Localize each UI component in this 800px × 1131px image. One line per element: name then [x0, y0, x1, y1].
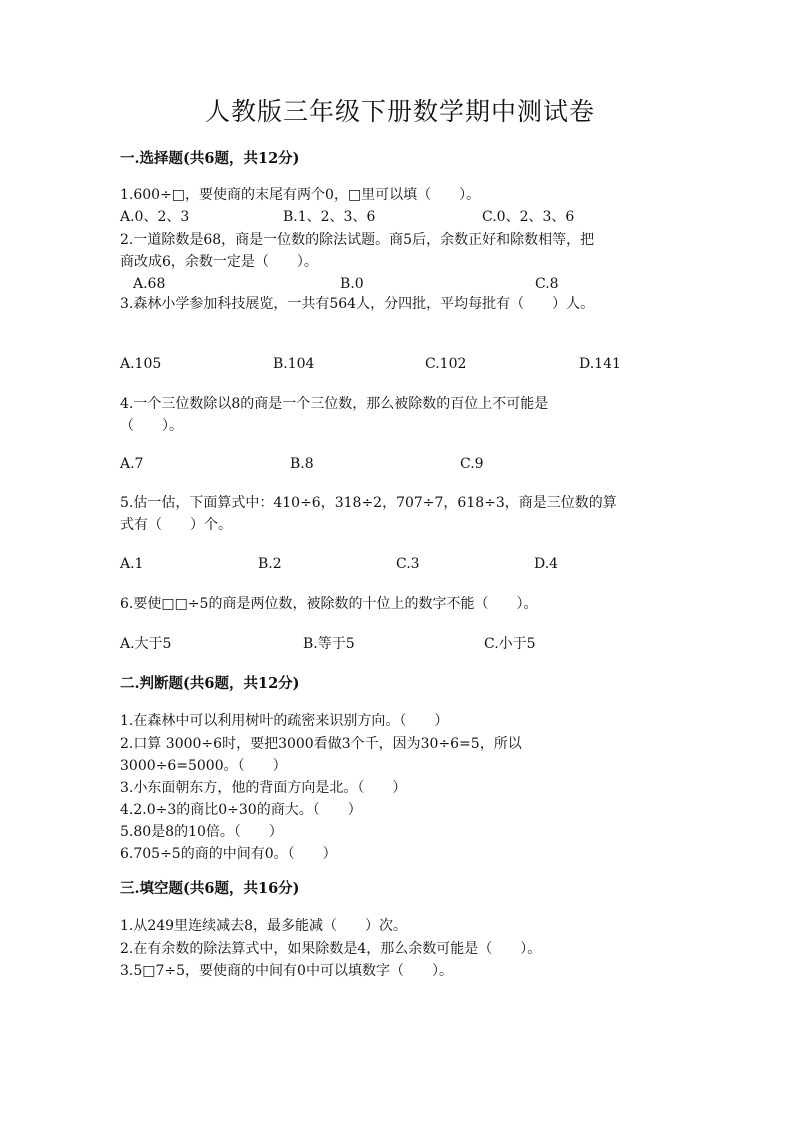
option-b: B.0 — [340, 276, 364, 292]
option-a: A.0、2、3 — [120, 209, 190, 225]
option-b: B.1、2、3、6 — [283, 209, 376, 225]
option-b: B.等于5 — [303, 636, 355, 652]
question-text: 5.估一估，下面算式中：410÷6，318÷2，707÷7，618÷3，商是三位数的算 — [120, 495, 617, 511]
section-heading-judgement: 二.判断题(共6题，共12分) — [120, 675, 300, 692]
option-d: D.4 — [534, 556, 559, 572]
judgement-item: 5.80是8的10倍。（ ） — [120, 824, 283, 840]
option-b: B.2 — [258, 556, 282, 572]
fill-in-item: 1.从249里连续减去8，最多能减（ ）次。 — [120, 918, 407, 934]
option-c: C.小于5 — [484, 636, 536, 652]
section-heading-fill-in: 三.填空题(共6题，共16分) — [120, 880, 300, 897]
option-c: C.9 — [460, 456, 484, 472]
judgement-item: 2.口算 3000÷6时，要把3000看做3个千，因为30÷6=5，所以 — [120, 736, 522, 752]
question-text-cont: （ ）。 — [120, 418, 183, 434]
option-c: C.3 — [396, 556, 420, 572]
judgement-item: 6.705÷5的商的中间有0。（ ） — [120, 846, 337, 862]
section-heading-choice: 一.选择题(共6题，共12分) — [120, 150, 300, 167]
option-b: B.8 — [290, 456, 314, 472]
question-text: 6.要使□□÷5的商是两位数，被除数的十位上的数字不能（ ）。 — [120, 596, 538, 612]
option-a: A.68 — [133, 276, 166, 292]
fill-in-item: 2.在有余数的除法算式中，如果除数是4，那么余数可能是（ ）。 — [120, 941, 542, 957]
option-d: D.141 — [579, 356, 621, 372]
question-text: 1.600÷□，要使商的末尾有两个0，□里可以填（ ）。 — [120, 187, 481, 203]
option-b: B.104 — [273, 356, 315, 372]
option-a: A.大于5 — [120, 636, 172, 652]
judgement-item: 3.小东面朝东方，他的背面方向是北。（ ） — [120, 780, 407, 796]
option-a: A.7 — [120, 456, 144, 472]
question-text: 4.一个三位数除以8的商是一个三位数，那么被除数的百位上不可能是 — [120, 396, 549, 412]
judgement-item: 1.在森林中可以利用树叶的疏密来识别方向。（ ） — [120, 713, 449, 729]
option-a: A.105 — [120, 356, 162, 372]
option-c: C.102 — [425, 356, 467, 372]
page-title: 人教版三年级下册数学期中测试卷 — [204, 97, 595, 126]
judgement-item: 4.2.0÷3的商比0÷30的商大。（ ） — [120, 802, 362, 818]
fill-in-item: 3.5□7÷5，要使商的中间有0中可以填数字（ ）。 — [120, 963, 453, 979]
question-text: 2.一道除数是68，商是一位数的除法试题。商5后，余数正好和除数相等，把 — [120, 232, 595, 248]
option-c: C.0、2、3、6 — [482, 209, 575, 225]
option-c: C.8 — [535, 276, 559, 292]
question-text-cont: 商改成6，余数一定是（ ）。 — [120, 254, 318, 270]
judgement-item-cont: 3000÷6=5000。（ ） — [120, 758, 287, 774]
option-a: A.1 — [120, 556, 144, 572]
question-text: 3.森林小学参加科技展览，一共有564人，分四批，平均每批有（ ）人。 — [120, 296, 595, 312]
question-text-cont: 式有（ ）个。 — [120, 517, 232, 533]
